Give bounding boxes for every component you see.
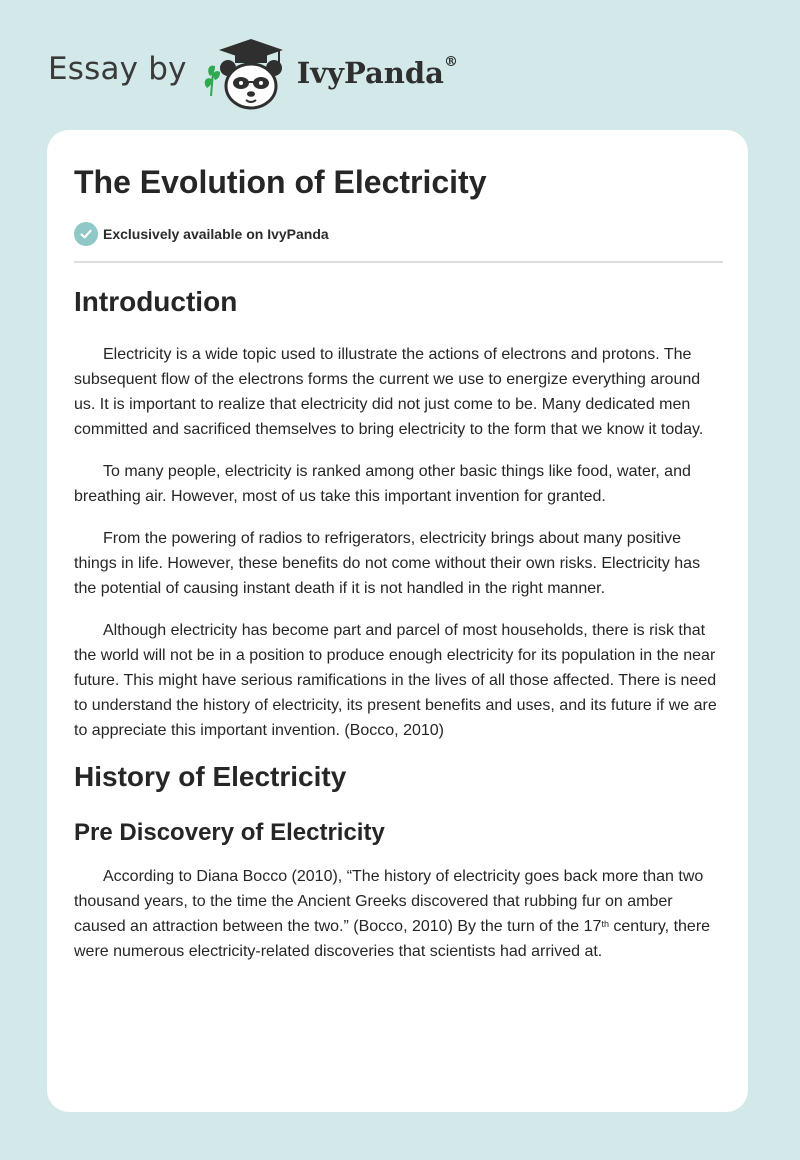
check-icon xyxy=(74,222,98,246)
exclusive-badge xyxy=(74,222,329,246)
essay-body xyxy=(74,280,724,981)
brand-prefix: Essay by xyxy=(48,51,187,87)
page-title: The Evolution of Electricity xyxy=(74,164,487,200)
badge-label: Exclusively available on IvyPanda xyxy=(103,226,329,242)
paragraph: From the powering of radios to refrigerators, electricity brings about many positive things in life. However, these benefits do not come without their own risks. Electricity has the potential of causing instant death if it is not handled in the right manner. xyxy=(74,529,701,597)
title-divider xyxy=(74,261,723,263)
paragraph: To many people, electricity is ranked among other basic things like food, water, and breathing air. However, most of us take this important invention for granted. xyxy=(74,462,691,505)
section-heading-history: History of Electricity xyxy=(74,760,347,792)
paragraph: According to Diana Bocco (2010), “The history of electricity goes back more than two thousand years, to the time the Ancient Greeks discovered that rubbing fur on amber caused an attraction between the two.” (Bocco, 2010) By the turn of the 17th century, there were numerous electricity-related discoveries that scientists had arrived at. xyxy=(74,867,711,960)
paragraph: Although electricity has become part and parcel of most households, there is risk that the world will not be in a position to produce enough electricity for its population in the near future. This might have serious ramifications in the lives of all those affected. There is need to understand the history of electricity, its present benefits and uses, and its future if we are to appreciate this important invention. (Bocco, 2010) xyxy=(74,621,717,739)
paragraph: Electricity is a wide topic used to illustrate the actions of electrons and protons. The subsequent flow of the electrons forms the current we use to energize everything around us. It is important to realize that electricity did not just come to be. Many dedicated men committed and sacrificed themselves to bring electricity to the form that we know it today. xyxy=(74,345,704,438)
section-heading-introduction: Introduction xyxy=(74,286,238,317)
panda-mascot-icon xyxy=(201,36,293,112)
essay-card xyxy=(47,130,748,1112)
ivy-leaf-icon xyxy=(204,66,219,96)
site-header-logo[interactable] xyxy=(48,34,458,114)
subsection-heading-pre-discovery: Pre Discovery of Electricity xyxy=(74,819,385,847)
brand-name: IvyPanda® xyxy=(296,54,458,90)
